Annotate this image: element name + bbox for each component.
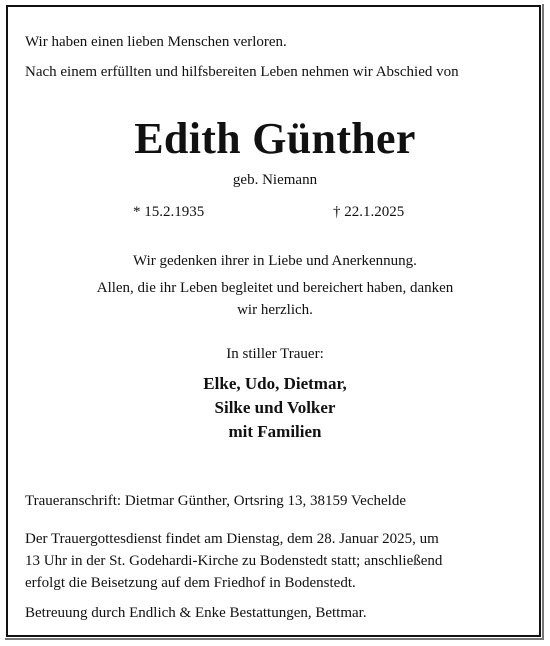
remembrance-line-1: Wir gedenken ihrer in Liebe und Anerkennung. [133, 253, 417, 269]
mourners-heading: In stiller Trauer: [226, 346, 324, 362]
service-line-1: Der Trauergottesdienst findet am Dienstag, dem 28. Januar 2025, um [25, 531, 439, 547]
mourning-address: Traueranschrift: Dietmar Günther, Ortsring 13, 38159 Vechelde [25, 493, 406, 509]
remembrance-line-2: Allen, die ihr Leben begleitet und bereichert haben, danken [96, 280, 454, 296]
maiden-name: geb. Niemann [232, 172, 318, 188]
mourners-line-2: Silke und Volker [214, 398, 336, 417]
service-line-2: 13 Uhr in der St. Godehardi-Kirche zu Bodenstedt statt; anschließend [25, 553, 443, 569]
deceased-name: Edith Günther [134, 114, 416, 163]
death-date: † 22.1.2025 [333, 204, 405, 220]
service-line-3: erfolgt die Beisetzung auf dem Friedhof in Bodenstedt. [25, 575, 356, 591]
mourners-line-3: mit Familien [228, 422, 322, 441]
intro-line-1: Wir haben einen lieben Menschen verloren. [25, 34, 287, 50]
birth-date: * 15.2.1935 [133, 204, 205, 220]
mourners-line-1: Elke, Udo, Dietmar, [203, 374, 347, 393]
undertaker-note: Betreuung durch Endlich & Enke Bestattungen, Bettmar. [25, 605, 367, 621]
intro-line-2: Nach einem erfüllten und hilfsbereiten Leben nehmen wir Abschied von [25, 64, 459, 80]
remembrance-line-3: wir herzlich. [237, 302, 313, 318]
